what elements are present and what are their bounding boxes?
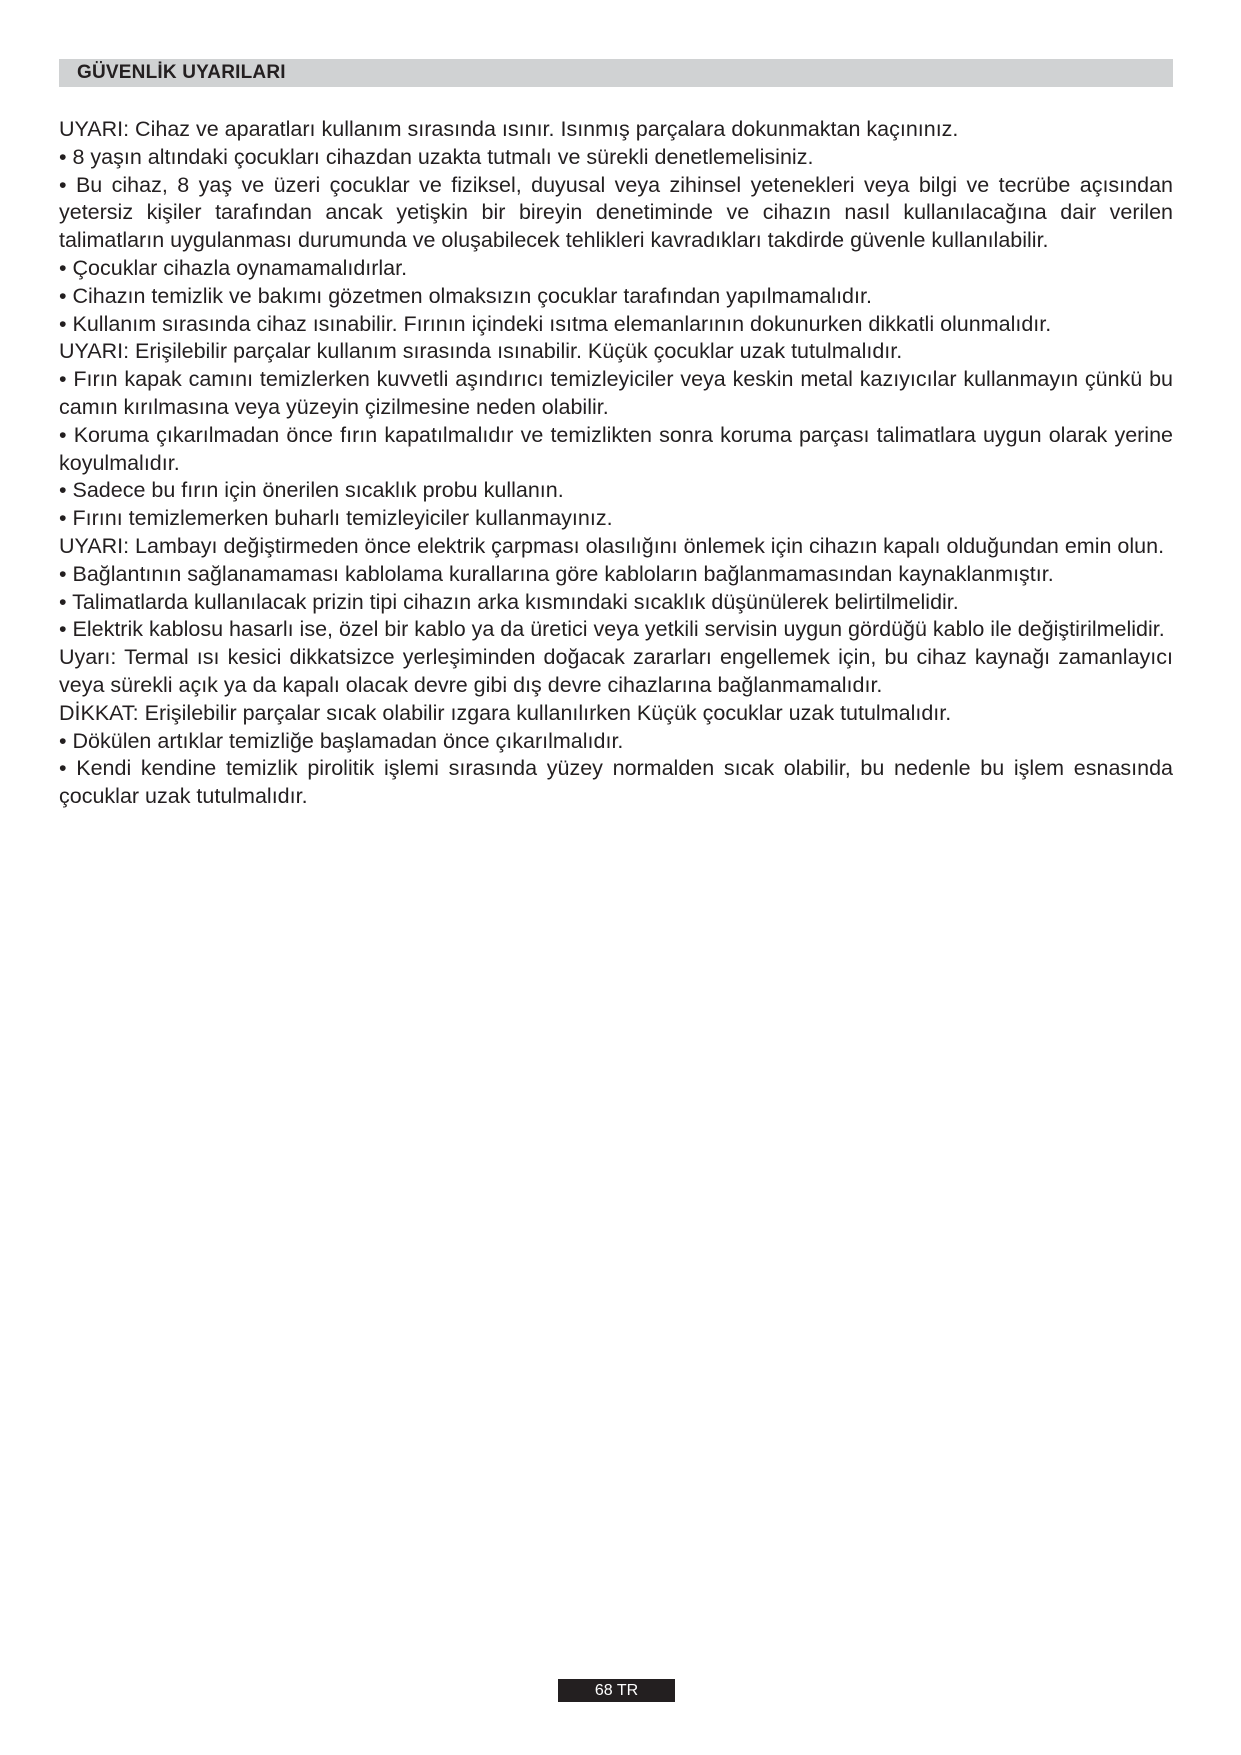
warning-paragraph: • Koruma çıkarılmadan önce fırın kapatılmalıdır ve temizlikten sonra koruma parçası talimatlara uygun olarak yerine koyulmalıdır. xyxy=(59,422,1173,475)
warning-paragraph: UYARI: Cihaz ve aparatları kullanım sırasında ısınır. Isınmış parçalara dokunmaktan kaçınınız. xyxy=(59,117,959,141)
warning-paragraph: • Bağlantının sağlanamaması kablolama kurallarına göre kabloların bağlanmamasından kaynaklanmıştır. xyxy=(59,561,1054,586)
section-title: GÜVENLİK UYARILARI xyxy=(59,59,1173,87)
warning-paragraph: UYARI: Lambayı değiştirmeden önce elektrik çarpması olasılığını önlemek için cihazın kapalı olduğundan emin olun. xyxy=(59,533,1165,558)
warning-paragraph: • Bu cihaz, 8 yaş ve üzeri çocuklar ve fiziksel, duyusal veya zihinsel yetenekleri veya bilgi ve tecrübe açısından yetersiz kişiler tarafından ancak yetişkin bir bireyin denetiminde ve cihazın nasıl kullanılacağına dair verilen talimatların uygulanması durumunda ve oluşabilecek tehlikleri kavradıkları takdirde güvenle kullanılabilir. xyxy=(59,172,1173,253)
warning-paragraph: • 8 yaşın altındaki çocukları cihazdan uzakta tutmalı ve sürekli denetlemelisiniz. xyxy=(59,144,814,169)
warning-paragraph: DİKKAT: Erişilebilir parçalar sıcak olabilir ızgara kullanılırken Küçük çocuklar uzak tutulmalıdır. xyxy=(59,700,952,725)
warning-paragraph: • Talimatlarda kullanılacak prizin tipi cihazın arka kısmındaki sıcaklık düşünülerek belirtilmelidir. xyxy=(59,589,959,614)
warning-paragraph: UYARI: Erişilebilir parçalar kullanım sırasında ısınabilir. Küçük çocuklar uzak tutulmalıdır. xyxy=(59,339,903,364)
warning-paragraph: • Fırın kapak camını temizlerken kuvvetli aşındırıcı temizleyiciler veya keskin metal kazıyıcılar kullanmayın çünkü bu camın kırılmasına veya yüzeyin çizilmesine neden olabilir. xyxy=(59,367,1173,419)
warning-paragraph: • Kullanım sırasında cihaz ısınabilir. Fırının içindeki ısıtma elemanlarının dokunurken dikkatli olunmalıdır. xyxy=(59,311,1052,336)
warning-paragraph: • Kendi kendine temizlik pirolitik işlemi sırasında yüzey normalden sıcak olabilir, bu nedenle bu işlem esnasında çocuklar uzak tutulmalıdır. xyxy=(59,756,1173,809)
warning-paragraph: • Sadece bu fırın için önerilen sıcaklık probu kullanın. xyxy=(59,478,564,503)
warning-paragraph: • Elektrik kablosu hasarlı ise, özel bir kablo ya da üretici veya yetkili servisin uygun gördüğü kablo ile değiştirilmelidir. xyxy=(59,617,1165,642)
warning-paragraph: • Çocuklar cihazla oynamamalıdırlar. xyxy=(59,255,408,280)
warning-paragraph: • Dökülen artıklar temizliğe başlamadan önce çıkarılmalıdır. xyxy=(59,728,624,753)
warning-paragraph: Uyarı: Termal ısı kesici dikkatsizce yerleşiminden doğacak zararları engellemek için, bu cihaz kaynağı zamanlayıcı veya sürekli açık ya da kapalı olacak devre gibi dış devre cihazlarına bağlanmamalıdır. xyxy=(59,645,1173,697)
page-number-badge: 68 TR xyxy=(558,1679,675,1702)
warning-paragraph: • Fırını temizlemerken buharlı temizleyiciler kullanmayınız. xyxy=(59,506,613,531)
warning-paragraph: • Cihazın temizlik ve bakımı gözetmen olmaksızın çocuklar tarafından yapılmamalıdır. xyxy=(59,283,872,308)
safety-warnings-body xyxy=(59,116,1173,811)
